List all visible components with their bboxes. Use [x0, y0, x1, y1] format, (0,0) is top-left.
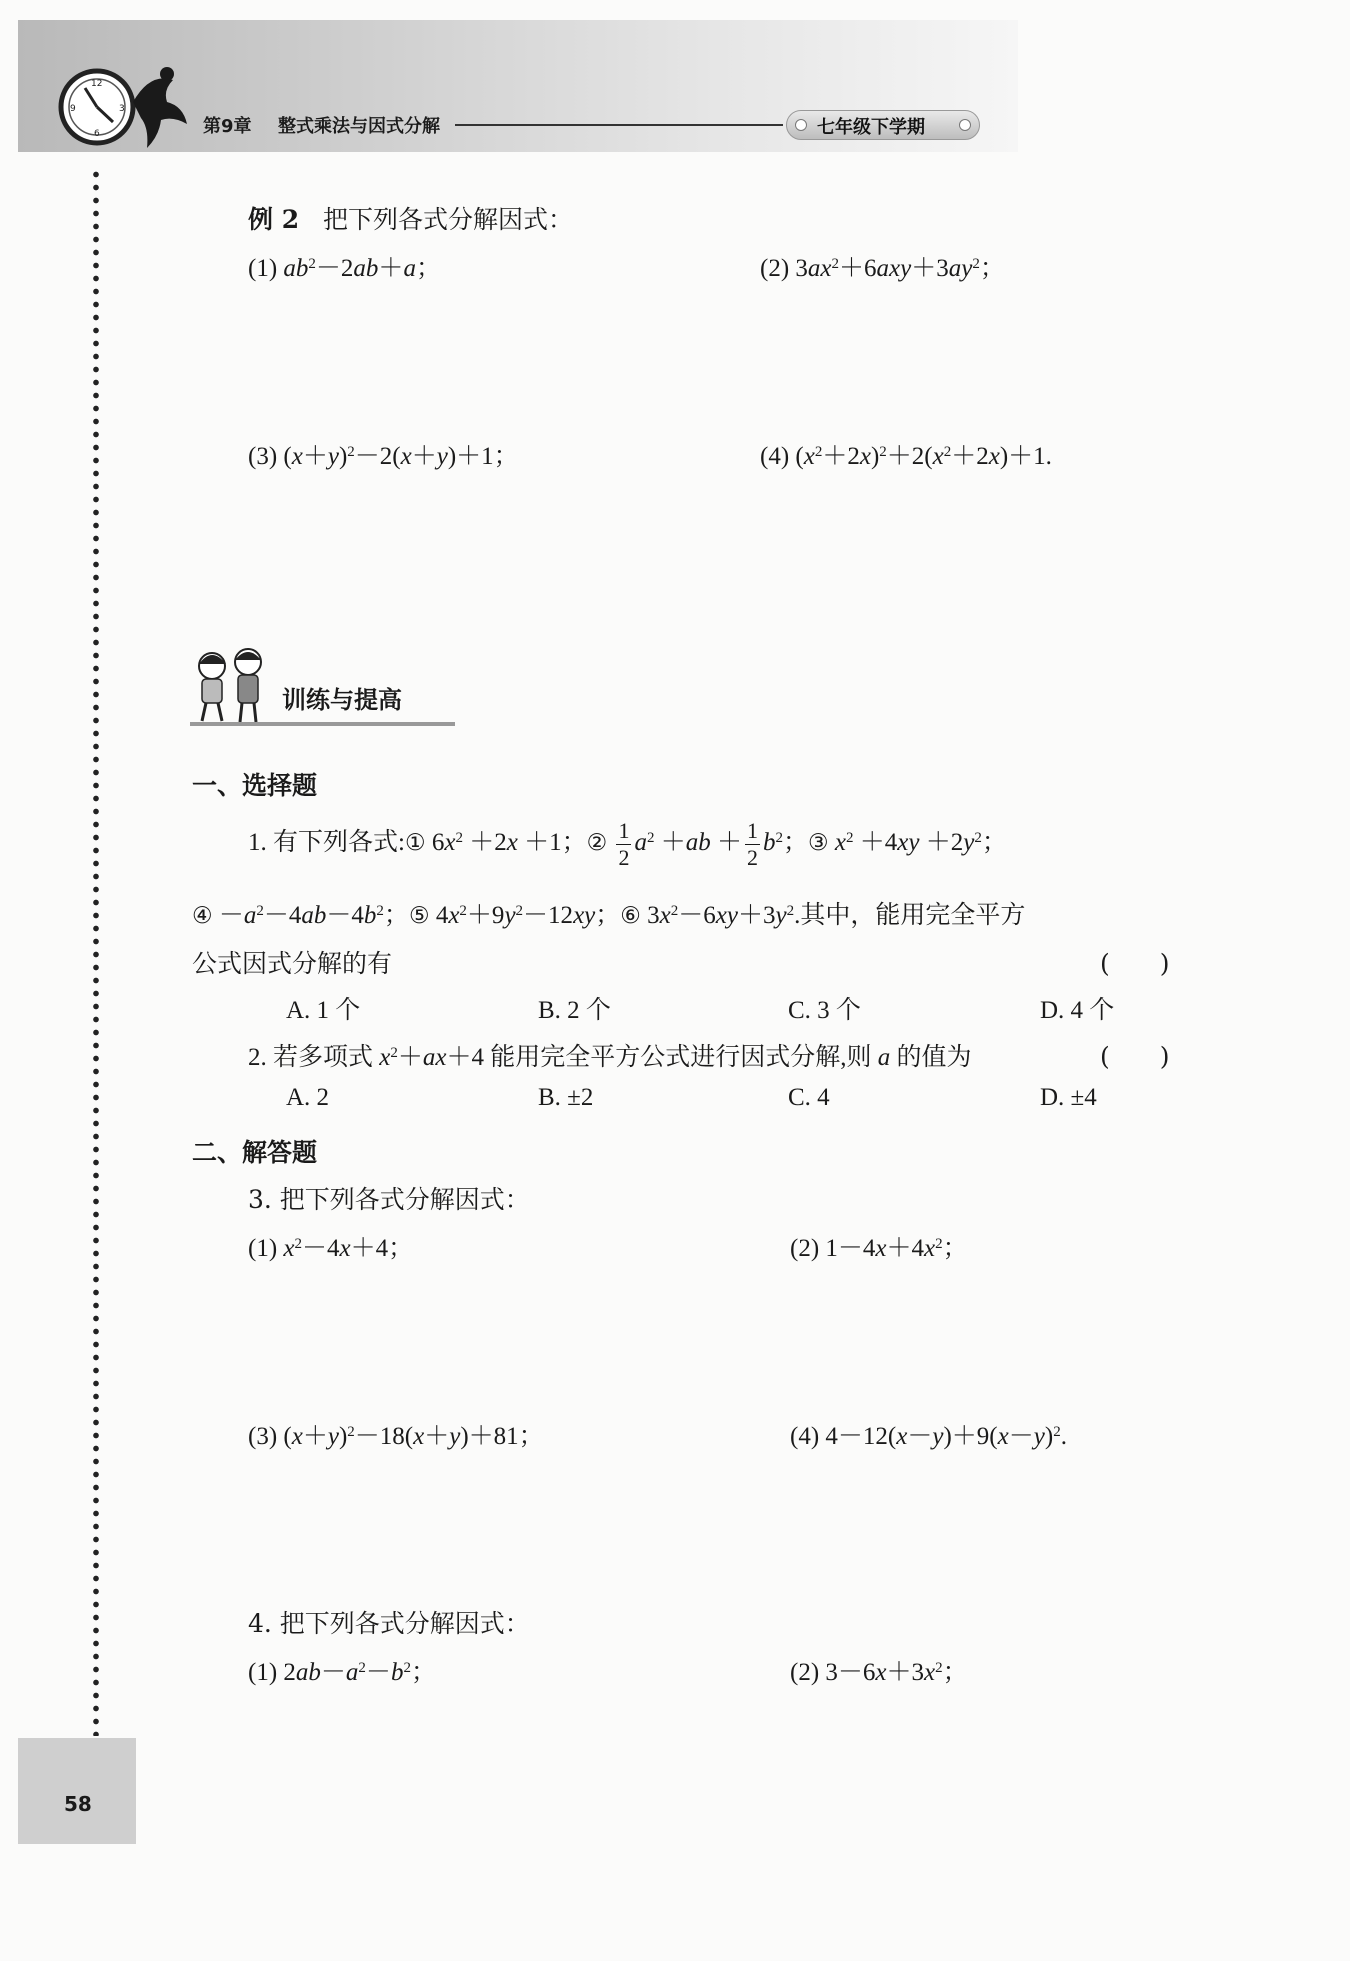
q3-heading: 3. 把下列各式分解因式：	[248, 1185, 530, 1214]
example2-item-2: (2) $3ax^2+6axy+3ay^2$；	[760, 255, 1005, 282]
clock-runner-logo-icon	[55, 62, 195, 152]
item-number: (3)	[248, 1423, 278, 1450]
q1-line1: 1. 有下列各式:① $6x^2 +2x +1$；② $\frac{1}{2}$ $a^2 +ab$ ＋ $\frac{1}{2}$ $b^2$；③ $x^2 +4xy +2y^2$；	[248, 818, 1007, 870]
item-number: (1)	[248, 1659, 278, 1686]
chapter-title: 整式乘法与因式分解	[278, 116, 440, 137]
q3-item-4: (4) $4-12(x-y)+9(x-y)^2$.	[790, 1423, 1067, 1450]
q4-item-2: (2) $3-6x+3x^2$；	[790, 1659, 968, 1686]
chapter-number: 第9章	[203, 116, 252, 137]
item-number: (1)	[248, 1235, 278, 1262]
example2-label: 例 2	[248, 205, 300, 234]
q1-answer-paren: ( )	[1100, 949, 1170, 978]
dotted-binding-line	[92, 168, 100, 1736]
q1-option-b: B. 2 个	[538, 997, 611, 1024]
q4-heading: 4. 把下列各式分解因式：	[248, 1609, 530, 1638]
item-number: (2)	[790, 1235, 820, 1262]
example2-heading	[248, 200, 573, 236]
page-number-block	[18, 1738, 136, 1844]
svg-text:6: 6	[94, 129, 100, 139]
item-number: (2)	[790, 1659, 820, 1686]
part1-title: 一、选择题	[192, 771, 318, 800]
q1-line2: ④ $-a^2-4ab-4b^2$；⑤ $4x^2+9y^2-12xy$；⑥ $3x^2-6xy+3y^2$.其中，能用完全平方	[192, 902, 1026, 929]
q2-lead: 2. 若多项式	[248, 1044, 374, 1071]
q2-option-c: C. 4	[788, 1084, 830, 1111]
q2-answer-paren: ( )	[1100, 1042, 1170, 1071]
example2-item-1: (1) $ab^2-2ab+a$；	[248, 255, 441, 282]
fraction-half: $\frac{1}{2}$	[746, 818, 758, 870]
item-number: (4)	[760, 443, 790, 470]
page-number: 58	[64, 1792, 92, 1816]
svg-text:12: 12	[91, 79, 103, 89]
section-banner-title: 训练与提高	[282, 686, 402, 714]
q3-item-3: (3) $(x+y)^2-18(x+y)+81$；	[248, 1423, 544, 1450]
pill-left-dot-icon	[795, 119, 807, 131]
item-number: (1)	[248, 255, 278, 282]
q1-lead: 1. 有下列各式:	[248, 829, 405, 857]
item-number: (3)	[248, 443, 278, 470]
q2-option-d: D. ±4	[1040, 1084, 1097, 1111]
example2-instruction: 把下列各式分解因式：	[322, 205, 573, 234]
q2-mid: 能用完全平方公式进行因式分解,则	[490, 1044, 872, 1071]
example2-item-3: (3) $(x+y)^2-2(x+y)+1$；	[248, 443, 519, 470]
item-number: (4)	[790, 1423, 820, 1450]
q4-item-1: (1) $2ab-a^2-b^2$；	[248, 1659, 436, 1686]
svg-text:3: 3	[119, 104, 125, 114]
pill-right-dot-icon	[959, 119, 971, 131]
header-rule	[455, 124, 783, 126]
part2-title: 二、解答题	[192, 1138, 318, 1167]
example2-item-4: (4) $(x^2+2x)^2+2(x^2+2x)+1$.	[760, 443, 1052, 470]
q1-option-d: D. 4 个	[1040, 997, 1115, 1024]
q2-stem: 2. 若多项式 $x^2+ax+4$ 能用完全平方公式进行因式分解,则 a 的值为	[248, 1044, 972, 1071]
item-number: (2)	[760, 255, 790, 282]
q2-option-a: A. 2	[286, 1084, 330, 1111]
q1-option-a: A. 1 个	[286, 997, 361, 1024]
q1-tail: .其中，能用完全平方	[794, 902, 1026, 929]
q3-item-2: (2) $1-4x+4x^2$；	[790, 1235, 968, 1262]
grade-badge	[786, 110, 980, 140]
q2-option-b: B. ±2	[538, 1084, 594, 1111]
q3-item-1: (1) $x^2-4x+4$；	[248, 1235, 414, 1262]
q1-line3: 公式因式分解的有	[192, 949, 393, 978]
svg-text:9: 9	[70, 104, 76, 114]
q2-end: 的值为	[896, 1044, 972, 1071]
q1-option-c: C. 3 个	[788, 997, 861, 1024]
fraction-half: $\frac{1}{2}$	[618, 818, 630, 870]
grade-label: 七年级下学期	[817, 117, 925, 138]
